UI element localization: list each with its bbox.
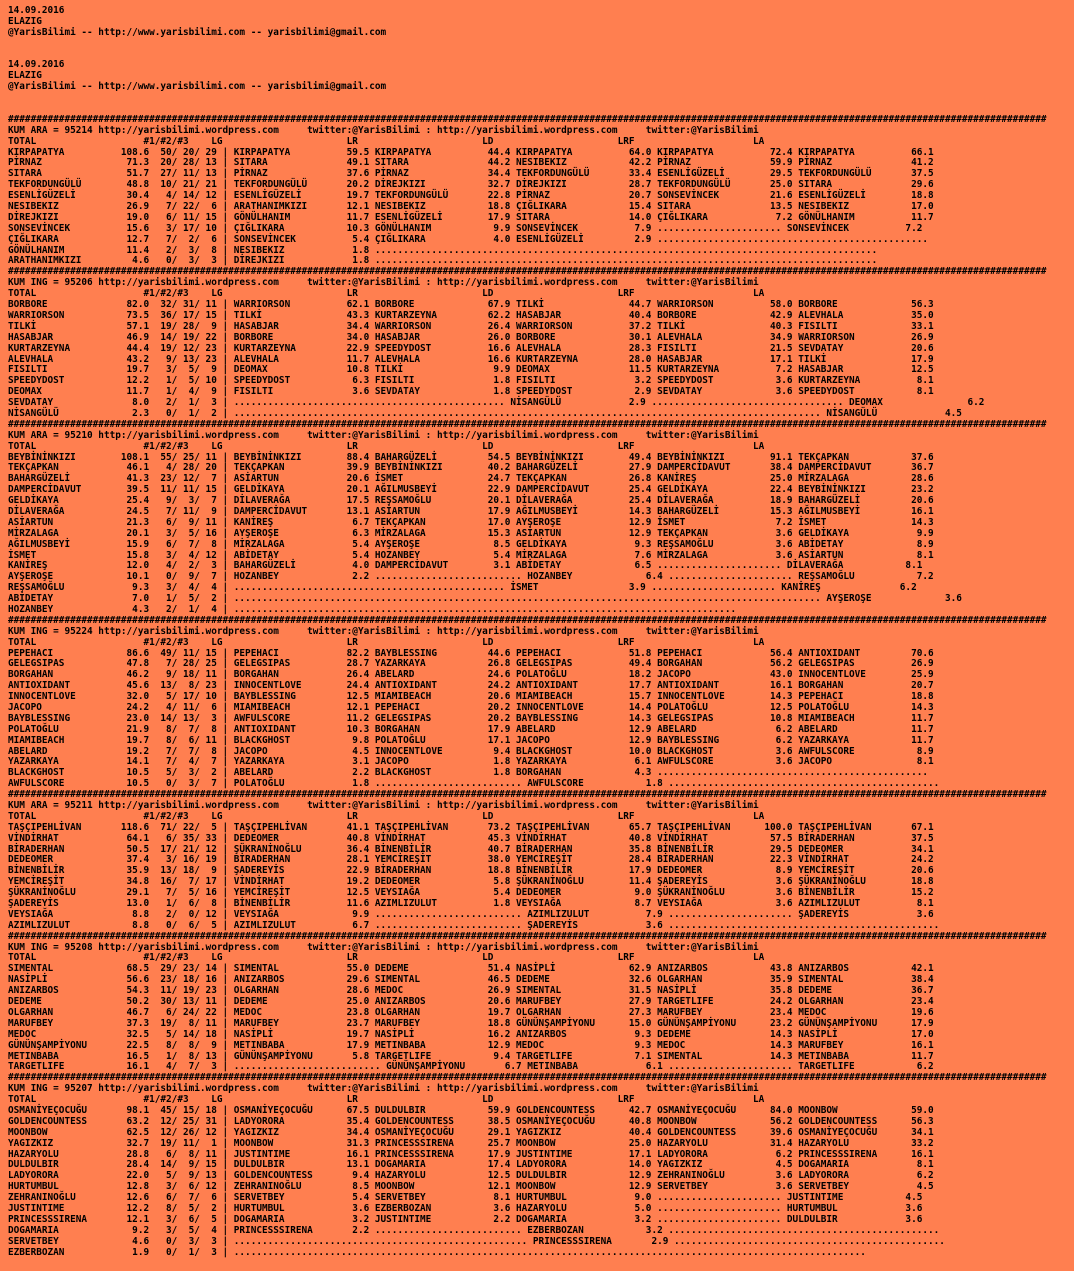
text-line: HOZANBEY 4.3 2/ 1/ 4 | ......................................................................................... [8, 603, 737, 615]
text-line: TARGETLIFE 16.1 4/ 7/ 3 | .......................... GÜNÜNŞAMPİYONU 6.7 METINBABA 6.1 ...................... TARGETLIFE 6.2 [8, 1061, 934, 1073]
text-line: POLATOĞLU 21.9 8/ 7/ 8 | ANTIOXIDANT 10.3 BORGAHAN 17.9 ABELARD 12.9 ABELARD 6.2 ABELARD 11.7 [8, 723, 934, 735]
text-line: KUM ING = 95207 http://yarisbilimi.wordpress.com twitter:@YarisBilimi : http://yarisbilimi.wordpress.com twitter:@YarisBilimi [8, 1083, 759, 1095]
text-line: DOGAMARIA 9.2 3/ 5/ 4 | PRINCESSSIRENA 2.2 .......................... EZBERBOZAN 3.2 ................................................ [8, 1224, 940, 1236]
text-line: MOONBOW 62.5 12/ 26/ 12 | YAGIZKIZ 34.4 OSMANİYEÇOCUĞU 29.1 YAGIZKIZ 40.4 GOLDENCOUNTESS 39.6 OSMANİYEÇOCUĞU 34.1 [8, 1126, 934, 1138]
text-line: ######################################################################################################################################################################################## [8, 1072, 1047, 1084]
text-line: TOTAL #1/#2/#3 LG LR LD LRF LA [8, 1094, 765, 1106]
text-line: ######################################################################################################################################################################################## [8, 418, 1047, 430]
text-line: GELEGSIPAS 47.8 7/ 28/ 25 | GELEGSIPAS 28.7 YAZARKAYA 26.8 GELEGSIPAS 49.4 BORGAHAN 56.2 GELEGSIPAS 26.9 [8, 658, 934, 670]
text-line: FISILTI 19.7 3/ 5/ 9 | DEOMAX 10.8 TILKİ 9.9 DEOMAX 11.5 KURTARZEYNA 7.2 HASABJAR 12.5 [8, 364, 934, 376]
text-line: LADYORORA 22.0 5/ 9/ 13 | GOLDENCOUNTESS 9.4 HAZARYOLU 12.5 DULDULBIR 12.9 ZEHRANINOĞLU 3.6 LADYORORA 6.2 [8, 1170, 934, 1182]
text-line: HURTUMBUL 12.8 3/ 6/ 12 | ZEHRANINOĞLU 8.5 MOONBOW 12.1 MOONBOW 12.9 SERVETBEY 3.6 SERVETBEY 4.5 [8, 1181, 934, 1193]
text-line: DİREJKIZI 19.0 6/ 11/ 15 | GÖNÜLHANIM 11.7 ESENLİGÜZELİ 17.9 SITARA 14.0 ÇIĞLIKARA 7.2 GÖNÜLHANIM 11.7 [8, 211, 934, 223]
text-line: SPEEDYDOST 12.2 1/ 5/ 10 | SPEEDYDOST 6.3 FISILTI 1.8 FISILTI 3.2 SPEEDYDOST 3.6 KURTARZEYNA 8.1 [8, 375, 934, 387]
text-line: ÇIĞLIKARA 12.7 7/ 2/ 6 | SONSEVİNCEK 5.4 ÇIĞLIKARA 4.0 ESENLİGÜZELİ 2.9 ................................................ [8, 233, 929, 245]
text-line: KUM ING = 95208 http://yarisbilimi.wordpress.com twitter:@YarisBilimi : http://yarisbilimi.wordpress.com twitter:@YarisBilimi [8, 941, 759, 953]
text-line: NASİPLİ 56.6 23/ 18/ 16 | ANIZARBOS 29.6 SIMENTAL 46.5 DEDEME 32.6 OLGARHAN 35.9 SIMENTAL 38.4 [8, 974, 934, 986]
text-line: KANİREŞ 12.0 4/ 2/ 3 | BAHARGÜZELİ 4.0 DAMPERCİDAVUT 3.1 ABİDETAY 6.5 ...................... DİLAVERAĞA 8.1 [8, 560, 923, 572]
text-line: DEOMAX 11.7 1/ 4/ 9 | FISILTI 3.6 SEVDATAY 1.8 SPEEDYDOST 2.9 SEVDATAY 3.6 SPEEDYDOST 8.1 [8, 386, 934, 398]
text-line: BİNENBİLİR 35.9 13/ 18/ 9 | ŞADEREYİS 22.9 BİRADERHAN 18.8 BİNENBİLİR 17.9 DEDEOMER 8.9 YEMCİREŞİT 20.6 [8, 865, 934, 877]
text-line: BEYBİNİNKIZI 108.1 55/ 25/ 11 | BEYBİNİNKIZI 88.4 BAHARGÜZELİ 54.5 BEYBİNİNKIZI 49.4 BEYBİNİNKIZI 91.1 TEKÇAPKAN 37.6 [8, 451, 934, 463]
text-line: NİSANGÜLÜ 2.3 0/ 1/ 2 | ........................................................................................................ NİSANGÜLÜ 4.5 [8, 407, 962, 419]
text-line: ŞÜKRANİNOĞLU 29.1 7/ 5/ 16 | YEMCİREŞİT 12.5 VEYSIAĞA 5.4 DEDEOMER 9.0 ŞÜKRANİNOĞLU 3.6 BİNENBİLİR 15.2 [8, 887, 934, 899]
text-line: TEKÇAPKAN 46.1 4/ 28/ 20 | TEKÇAPKAN 39.9 BEYBİNİNKIZI 40.2 BAHARGÜZELİ 27.9 DAMPERCİDAVUT 38.4 DAMPERCİDAVUT 36.7 [8, 462, 934, 474]
text-line: GELDİKAYA 25.4 9/ 3/ 7 | DİLAVERAĞA 17.5 REŞSAMOĞLU 20.1 DİLAVERAĞA 25.4 DİLAVERAĞA 18.9 BAHARGÜZELİ 20.6 [8, 495, 934, 507]
text-line: ABİDETAY 7.0 1/ 5/ 2 | ........................................................................................................ AYŞEROŞE 3.6 [8, 593, 962, 605]
text-line: ARATHANIMKIZI 4.6 0/ 3/ 3 | DİREJKIZI 1.8 ......................................................................................... [8, 255, 878, 267]
text-line: KUM ARA = 95214 http://yarisbilimi.wordpress.com twitter:@YarisBilimi : http://yarisbilimi.wordpress.com twitter:@YarisBilimi [8, 124, 759, 136]
text-line: WARRIORSON 73.5 36/ 17/ 15 | TILKİ 43.3 KURTARZEYNA 62.2 HASABJAR 40.4 BORBORE 42.9 ALEVHALA 35.0 [8, 309, 934, 321]
text-line: DAMPERCİDAVUT 39.5 11/ 11/ 15 | GELDİKAYA 20.1 AĞILMUSBEYİ 22.9 DAMPERCİDAVUT 25.4 GELDİKAYA 22.4 BEYBİNİNKIZI 23.2 [8, 484, 934, 496]
text-line: TEKFORDUNGÜLÜ 48.8 10/ 21/ 21 | TEKFORDUNGÜLÜ 20.2 DİREJKIZI 32.7 DİREJKIZI 28.7 TEKFORDUNGÜLÜ 25.0 SITARA 29.6 [8, 179, 934, 191]
text-line [8, 50, 1074, 61]
text-line: HASABJAR 46.9 14/ 19/ 22 | BORBORE 34.0 HASABJAR 26.0 BORBORE 30.1 ALEVHALA 34.9 WARRIORSON 26.9 [8, 331, 934, 343]
text-line [8, 93, 1074, 104]
text-line: SERVETBEY 4.6 0/ 3/ 3 | .................................................... PRINCESSSIRENA 2.9 ................................................ [8, 1235, 945, 1247]
text-line: DEDEOMER 37.4 3/ 16/ 19 | BİRADERHAN 28.1 YEMCİREŞİT 38.0 YEMCİREŞİT 28.4 BİRADERHAN 22.3 VİNDİRHAT 24.2 [8, 854, 934, 866]
text-line: ABELARD 19.2 7/ 7/ 8 | JACOPO 4.5 INNOCENTLOVE 9.4 BLACKGHOST 10.0 BLACKGHOST 3.6 AWFULSCORE 8.9 [8, 745, 934, 757]
text-line: GOLDENCOUNTESS 63.2 12/ 25/ 31 | LADYORORA 35.4 GOLDENCOUNTESS 38.5 OSMANİYEÇOCUĞU 40.8 MOONBOW 56.2 GOLDENCOUNTESS 56.3 [8, 1115, 934, 1127]
race-results-document [8, 6, 1074, 1258]
text-line: ANIZARBOS 54.3 11/ 19/ 23 | OLGARHAN 28.6 MEDOC 26.9 SIMENTAL 31.5 NASİPLİ 35.8 DEDEME 36.7 [8, 985, 934, 997]
text-line: SEVDATAY 8.0 2/ 1/ 3 | ................................................ NİSANGÜLÜ 2.9 .................................. DEOMAX 6.2 [8, 397, 985, 409]
text-line: ELAZIG [8, 15, 42, 27]
text-line: İSMET 15.8 3/ 4/ 12 | ABİDETAY 5.4 HOZANBEY 5.4 MİRZALAGA 7.6 MİRZALAGA 3.6 ASİARTUN 8.1 [8, 549, 934, 561]
text-line: 14.09.2016 [8, 6, 65, 16]
text-line: ELAZIG [8, 70, 42, 82]
text-line: PİRNAZ 71.3 20/ 28/ 13 | SITARA 49.1 SITARA 44.2 NESIBEKIZ 42.2 PİRNAZ 59.9 PİRNAZ 41.2 [8, 157, 934, 169]
text-line: SIMENTAL 68.5 29/ 23/ 14 | SIMENTAL 55.0 DEDEME 51.4 NASİPLİ 62.9 ANIZARBOS 43.8 ANIZARBOS 42.1 [8, 963, 934, 975]
text-line: KUM ING = 95206 http://yarisbilimi.wordpress.com twitter:@YarisBilimi : http://yarisbilimi.wordpress.com twitter:@YarisBilimi [8, 277, 759, 289]
text-line: ASİARTUN 21.3 6/ 9/ 11 | KANİREŞ 6.7 TEKÇAPKAN 17.0 AYŞEROŞE 12.9 İSMET 7.2 İSMET 14.3 [8, 516, 934, 528]
text-line: HAZARYOLU 28.8 6/ 8/ 11 | JUSTINTIME 16.1 PRINCESSSIRENA 17.9 JUSTINTIME 17.1 LADYORORA 6.2 PRINCESSSIRENA 16.1 [8, 1148, 934, 1160]
text-line: ANTIOXIDANT 45.6 13/ 8/ 23 | INNOCENTLOVE 24.4 ANTIOXIDANT 24.2 ANTIOXIDANT 17.7 ANTIOXIDANT 16.1 BORGAHAN 20.7 [8, 680, 934, 692]
text-line: ESENLİGÜZELİ 30.4 4/ 14/ 12 | ESENLİGÜZELİ 19.7 TEKFORDUNGÜLÜ 22.8 PİRNAZ 20.7 SONSEVİNCEK 21.6 ESENLİGÜZELİ 18.8 [8, 190, 934, 202]
text-line [8, 39, 1074, 50]
text-line: YAZARKAYA 14.1 7/ 4/ 7 | YAZARKAYA 3.1 JACOPO 1.8 YAZARKAYA 6.1 AWFULSCORE 3.6 JACOPO 8.1 [8, 756, 934, 768]
text-line: REŞSAMOĞLU 9.3 3/ 4/ 4 | ................................................ İSMET 3.9 ...................... KANİREŞ 6.2 [8, 582, 917, 594]
text-line: @YarisBilimi -- http://www.yarisbilimi.com -- yarisbilimi@gmail.com [8, 81, 387, 93]
text-line: TOTAL #1/#2/#3 LG LR LD LRF LA [8, 440, 765, 452]
text-line: GÜNÜNŞAMPİYONU 22.5 8/ 8/ 9 | METINBABA 17.9 METINBABA 12.9 MEDOC 9.3 MEDOC 14.3 MARUFBEY 16.1 [8, 1039, 934, 1051]
text-line: SONSEVİNCEK 15.6 3/ 17/ 10 | ÇIĞLIKARA 10.3 GÖNÜLHANIM 9.9 SONSEVİNCEK 7.9 ...................... SONSEVİNCEK 7.2 [8, 222, 923, 234]
text-line: ######################################################################################################################################################################################## [8, 789, 1047, 801]
text-line: AZIMLIZULUT 8.8 0/ 6/ 5 | AZIMLIZULUT 6.7 .......................... ŞADEREYİS 3.6 ................................................ [8, 919, 940, 931]
text-line: METINBABA 16.5 1/ 8/ 13 | GÜNÜNŞAMPİYONU 5.8 TARGETLIFE 9.4 TARGETLIFE 7.1 SIMENTAL 14.3 METINBABA 11.7 [8, 1050, 934, 1062]
text-line: TOTAL #1/#2/#3 LG LR LD LRF LA [8, 288, 765, 300]
text-line: MİRZALAGA 20.1 3/ 5/ 16 | AYŞEROŞE 6.3 MİRZALAGA 15.3 ASİARTUN 12.9 TEKÇAPKAN 3.6 GELDİKAYA 9.9 [8, 527, 934, 539]
text-line: TOTAL #1/#2/#3 LG LR LD LRF LA [8, 952, 765, 964]
text-line: YAGIZKIZ 32.7 19/ 11/ 1 | MOONBOW 31.3 PRINCESSSIRENA 25.7 MOONBOW 25.0 HAZARYOLU 31.4 HAZARYOLU 33.2 [8, 1137, 934, 1149]
text-line: TAŞÇIPEHLİVAN 118.6 71/ 22/ 5 | TAŞÇIPEHLİVAN 41.1 TAŞÇIPEHLİVAN 73.2 TAŞÇIPEHLİVAN 65.7 TAŞÇIPEHLİVAN 100.0 TAŞÇIPEHLİVAN 67.1 [8, 821, 934, 833]
text-line: TOTAL #1/#2/#3 LG LR LD LRF LA [8, 636, 765, 648]
text-line: DİLAVERAĞA 24.5 7/ 11/ 9 | DAMPERCİDAVUT 13.1 ASİARTUN 17.9 AĞILMUSBEYİ 14.3 BAHARGÜZELİ 15.3 AĞILMUSBEYİ 16.1 [8, 505, 934, 517]
text-line: NESIBEKIZ 26.9 7/ 22/ 6 | ARATHANIMKIZI 12.1 NESIBEKIZ 18.8 ÇIĞLIKARA 15.4 SITARA 13.5 NESIBEKIZ 17.0 [8, 201, 934, 213]
text-line: BORGAHAN 46.2 9/ 18/ 11 | BORGAHAN 26.4 ABELARD 24.6 POLATOĞLU 18.2 JACOPO 43.0 INNOCENTLOVE 25.9 [8, 669, 934, 681]
text-line: DULDULBIR 28.4 14/ 9/ 15 | DULDULBIR 13.1 DOGAMARIA 17.4 LADYORORA 14.0 YAGIZKIZ 4.5 DOGAMARIA 8.1 [8, 1159, 934, 1171]
text-line: DEDEME 50.2 30/ 13/ 11 | DEDEME 25.0 ANIZARBOS 20.6 MARUFBEY 27.9 TARGETLIFE 24.2 OLGARHAN 23.4 [8, 996, 934, 1008]
text-line: MEDOC 32.5 5/ 14/ 18 | NASİPLİ 19.7 NASİPLİ 16.2 ANIZARBOS 9.3 DEDEME 14.3 NASİPLİ 17.0 [8, 1028, 934, 1040]
text-line: GÖNÜLHANIM 11.4 2/ 3/ 8 | NESIBEKIZ 1.8 ......................................................................................... [8, 244, 878, 256]
text-line: KUM ARA = 95211 http://yarisbilimi.wordpress.com twitter:@YarisBilimi : http://yarisbilimi.wordpress.com twitter:@YarisBilimi [8, 800, 759, 812]
text-line: MARUFBEY 37.3 19/ 8/ 11 | MARUFBEY 23.7 MARUFBEY 18.8 GÜNÜNŞAMPİYONU 15.0 GÜNÜNŞAMPİYONU 23.2 GÜNÜNŞAMPİYONU 17.9 [8, 1017, 934, 1029]
text-line: KURTARZEYNA 44.4 19/ 12/ 23 | KURTARZEYNA 22.9 SPEEDYDOST 16.6 ALEVHALA 28.3 FISILTI 21.5 SEVDATAY 20.6 [8, 342, 934, 354]
text-line: ######################################################################################################################################################################################## [8, 614, 1047, 626]
text-line: VEYSIAĞA 8.8 2/ 0/ 12 | VEYSIAĞA 9.9 .......................... AZIMLIZULUT 7.9 ...................... ŞADEREYİS 3.6 [8, 908, 934, 920]
text-line: JACOPO 24.2 4/ 11/ 6 | MIAMIBEACH 12.1 PEPEHACI 20.2 INNOCENTLOVE 14.4 POLATOĞLU 12.5 POLATOĞLU 14.3 [8, 702, 934, 713]
text-line: KUM ARA = 95210 http://yarisbilimi.wordpress.com twitter:@YarisBilimi : http://yarisbilimi.wordpress.com twitter:@YarisBilimi [8, 429, 759, 441]
document-page [8, 6, 1074, 1268]
text-line: MIAMIBEACH 19.7 8/ 6/ 11 | BLACKGHOST 9.8 POLATOĞLU 17.1 JACOPO 12.9 BAYBLESSING 6.2 YAZARKAYA 11.7 [8, 734, 934, 746]
text-line: BORBORE 82.0 32/ 31/ 11 | WARRIORSON 62.1 BORBORE 67.9 TILKİ 44.7 WARRIORSON 58.0 BORBORE 56.3 [8, 299, 934, 311]
text-line: ######################################################################################################################################################################################## [8, 113, 1047, 125]
text-line: TOTAL #1/#2/#3 LG LR LD LRF LA [8, 135, 765, 147]
text-line: SITARA 51.7 27/ 11/ 13 | PİRNAZ 37.6 PİRNAZ 34.4 TEKFORDUNGÜLÜ 33.4 ESENLİGÜZELİ 29.5 TEKFORDUNGÜLÜ 37.5 [8, 168, 934, 180]
text-line: BAHARGÜZELİ 41.3 23/ 12/ 7 | ASİARTUN 20.6 İSMET 24.7 TEKÇAPKAN 26.8 KANİREŞ 25.0 MİRZALAGA 28.6 [8, 473, 934, 485]
text-line: PRINCESSSIRENA 12.1 3/ 6/ 5 | DOGAMARIA 3.2 JUSTINTIME 2.2 DOGAMARIA 3.2 ...................... DULDULBIR 3.6 [8, 1213, 923, 1225]
text-line: TOTAL #1/#2/#3 LG LR LD LRF LA [8, 810, 765, 822]
text-line: VİNDİRHAT 64.1 6/ 35/ 33 | DEDEOMER 40.8 VİNDİRHAT 45.3 VİNDİRHAT 40.8 VİNDİRHAT 57.5 BİRADERHAN 37.5 [8, 832, 934, 844]
text-line: YEMCİREŞİT 34.8 16/ 7/ 17 | VİNDİRHAT 19.2 DEDEOMER 5.8 ŞÜKRANİNOĞLU 11.4 ŞADEREYİS 3.6 ŞÜKRANİNOĞLU 18.8 [8, 876, 934, 888]
text-line: @YarisBilimi -- http://www.yarisbilimi.com -- yarisbilimi@gmail.com [8, 26, 387, 38]
text-line: EZBERBOZAN 1.9 0/ 1/ 3 | ................................................................................................................ [8, 1246, 866, 1258]
text-line: BLACKGHOST 10.5 5/ 3/ 2 | ABELARD 2.2 BLACKGHOST 1.8 BORGAHAN 4.3 ................................................ [8, 767, 929, 779]
text-line: INNOCENTLOVE 32.0 5/ 17/ 10 | BAYBLESSING 12.5 MIAMIBEACH 20.6 MIAMIBEACH 15.7 INNOCENTLOVE 14.3 PEPEHACI 18.8 [8, 691, 934, 703]
text-line: OLGARHAN 46.7 6/ 24/ 22 | MEDOC 23.8 OLGARHAN 19.7 OLGARHAN 27.3 MARUFBEY 23.4 MEDOC 19.6 [8, 1006, 934, 1018]
text-line: BAYBLESSING 23.0 14/ 13/ 3 | AWFULSCORE 11.2 GELEGSIPAS 20.2 BAYBLESSING 14.3 GELEGSIPAS 10.8 MIAMIBEACH 11.7 [8, 712, 934, 724]
text-line: ######################################################################################################################################################################################## [8, 930, 1047, 942]
text-line: OSMANİYEÇOCUĞU 98.1 45/ 15/ 18 | OSMANİYEÇOCUĞU 67.5 DULDULBIR 59.9 GOLDENCOUNTESS 42.7 OSMANİYEÇOCUĞU 84.0 MOONBOW 59.0 [8, 1104, 934, 1116]
text-line: ######################################################################################################################################################################################## [8, 266, 1047, 278]
text-line: JUSTINTIME 12.2 8/ 5/ 2 | HURTUMBUL 3.6 EZBERBOZAN 3.6 HAZARYOLU 5.0 ...................... HURTUMBUL 3.6 [8, 1202, 923, 1214]
text-line: 14.09.2016 [8, 59, 65, 71]
text-line: ALEVHALA 43.2 9/ 13/ 23 | ALEVHALA 11.7 ALEVHALA 16.6 KURTARZEYNA 28.0 HASABJAR 17.1 TILKİ 17.9 [8, 353, 934, 365]
text-line: BİRADERHAN 50.5 17/ 21/ 12 | ŞÜKRANİNOĞLU 36.4 BİNENBİLİR 40.7 BİRADERHAN 35.8 BİNENBİLİR 29.5 DEDEOMER 34.1 [8, 843, 934, 855]
text-line: PEPEHACI 86.6 49/ 11/ 15 | PEPEHACI 82.2 BAYBLESSING 44.6 PEPEHACI 51.8 PEPEHACI 56.4 ANTIOXIDANT 70.6 [8, 647, 934, 659]
text-line: KUM ING = 95224 http://yarisbilimi.wordpress.com twitter:@YarisBilimi : http://yarisbilimi.wordpress.com twitter:@YarisBilimi [8, 625, 759, 637]
text-line: KIRPAPATYA 108.6 50/ 20/ 29 | KIRPAPATYA 59.5 KIRPAPATYA 44.4 KIRPAPATYA 64.0 KIRPAPATYA 72.4 KIRPAPATYA 66.1 [8, 146, 934, 158]
text-line: AYŞEROŞE 10.1 0/ 9/ 7 | HOZANBEY 2.2 .......................... HOZANBEY 6.4 ...................... REŞSAMOĞLU 7.2 [8, 571, 934, 583]
text-line: ŞADEREYİS 13.0 1/ 6/ 8 | BİNENBİLİR 11.6 AZIMLIZULUT 1.8 VEYSIAĞA 8.7 VEYSIAĞA 3.6 AZIMLIZULUT 8.1 [8, 898, 934, 910]
text-line: TILKİ 57.1 19/ 28/ 9 | HASABJAR 34.4 WARRIORSON 26.4 WARRIORSON 37.2 TILKİ 40.3 FISILTI 33.1 [8, 320, 934, 332]
text-line: AWFULSCORE 10.5 0/ 3/ 7 | POLATOĞLU 1.8 .......................... AWFULSCORE 1.8 ................................................ [8, 778, 940, 790]
text-line: AĞILMUSBEYİ 15.9 6/ 7/ 8 | MİRZALAGA 5.4 AYŞEROŞE 8.5 GELDİKAYA 9.3 REŞSAMOĞLU 3.6 ABİDETAY 8.9 [8, 538, 934, 550]
text-line: ZEHRANINOĞLU 12.6 6/ 7/ 6 | SERVETBEY 5.4 SERVETBEY 8.1 HURTUMBUL 9.0 ...................... JUSTINTIME 4.5 [8, 1192, 923, 1204]
